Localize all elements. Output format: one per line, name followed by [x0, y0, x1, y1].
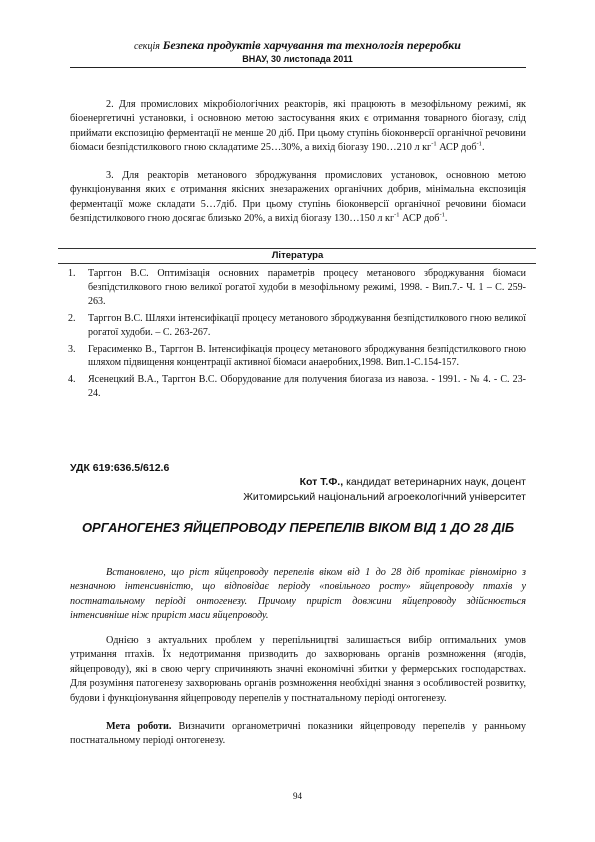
body-paragraph: Однією з актуальних проблем у перепільництві залишається вибір оптимальних умов утримання птахів. Їх недотримання призводить до захворювань органів розмноження (ягодів, яйцепроводу), які в свою чергу спричиняють значні економічні збитки у фермерських господарствах. Для розуміння патогенезу захворювань органів розмноження необхідні знання з особливостей розвитку, будови і функціонування яйцепроводу перепелів у постнатальному періоді онтогенезу. — [70, 635, 526, 704]
aim-text: Визначити органометричні показники яйцепроводу перепелів у ранньому постнатальному періоді онтогенезу. — [70, 721, 526, 747]
aim-paragraph — [70, 720, 526, 749]
reference-number: 2. — [68, 312, 76, 324]
aim-label: Мета роботи. — [106, 721, 172, 732]
reference-item — [68, 312, 526, 340]
reference-item — [68, 373, 526, 401]
section-word: секція — [134, 41, 160, 52]
reference-number: 4. — [68, 374, 76, 386]
article-abstract: Встановлено, що ріст яйцепроводу перепелів віком від 1 до 28 діб протікає рівномірно з незначною інтенсивністю, що відповідає періоду «повільного росту» яйцепроводу птахів у постнатальному періоді онтогенезу. Причому приріст довжини яйцепроводу здійснюється інтенсивніше ніж приріст маси яйцепроводу. — [70, 567, 526, 622]
author-name: Кот Т.Ф., — [299, 476, 344, 488]
intro-paragraph-3: 3. Для реакторів метанового зброджування промислових установок, основною метою функціонування яких є отримання якісних знезаражених органічних добрив, мінімальна експозиція ферментації може складати 5…7діб. При цьому ступінь біоконверсії органічної речовини біомаси безпідстилкового гною досягає близько 20%, а вихід біогазу 130…150 л $кг^{-1}$ АСР доб$^{-1}$. — [70, 170, 526, 225]
reference-text: Герасименко В., Тарггон В. Інтенсифікація процесу метанового зброджування безпідстилкового гною шляхом підвищення концентрації активної біомаси анаеробних,1998. Вип.1-С.154-157. — [88, 343, 526, 369]
udk-code: УДК 619:636.5/612.6 — [70, 462, 170, 474]
literature-title: Література — [271, 250, 324, 261]
intro-paragraph-2: 2. Для промислових мікробіологічних реакторів, які працюють в мезофільному режимі, як біоенергетичні установки, і основною метою застосування яких є отримання товарного біогазу, слід приймати експозицію ферментації не менше 20 діб. При цьому ступінь біоконверсії органічної речовини біомаси безпідстилкового гною складатиме 25…30%, а вихід біогазу 190…210 л $кг^{-1}$ АСР доб$^{-1}$. — [70, 99, 526, 154]
section-name: Безпека продуктів харчування та технологія переробки — [162, 38, 461, 52]
reference-number: 1. — [68, 268, 76, 279]
reference-list — [68, 267, 526, 404]
running-header-section — [0, 38, 595, 53]
author-affiliation: Житомирський національний агроекологічний університет — [243, 491, 526, 503]
article-title: ОРГАНОГЕНЕЗ ЯЙЦЕПРОВОДУ ПЕРЕПЕЛІВ ВІКОМ ВІД 1 ДО 28 ДІБ — [81, 520, 515, 535]
author-line — [300, 476, 526, 488]
reference-item — [68, 267, 526, 309]
page-number: 94 — [293, 791, 302, 801]
author-degree: кандидат ветеринарних наук, доцент — [343, 476, 526, 488]
reference-text: Тарггон В.С. Шляхи інтенсифікації процесу метанового зброджування безпідстилкового гною великої рогатої худоби. – С. 263-267. — [88, 312, 526, 338]
running-header-date: ВНАУ, 30 листопада 2011 — [242, 54, 353, 64]
reference-text: Тарггон В.С. Оптимізація основних параметрів процесу метанового зброджування біомаси безпідстилкового гною великої рогатої худоби в мезофільному режимі, 1998. - Вип.7.- Ч. 1 – С. 259-263. — [88, 268, 526, 307]
reference-item — [68, 343, 526, 371]
reference-text: Ясенецкий В.А., Тарггон В.С. Оборудование для получения биогаза из навоза. - 1991. - № 4. - С. 23-24. — [88, 374, 526, 400]
reference-number: 3. — [68, 343, 76, 355]
header-divider — [70, 67, 526, 68]
